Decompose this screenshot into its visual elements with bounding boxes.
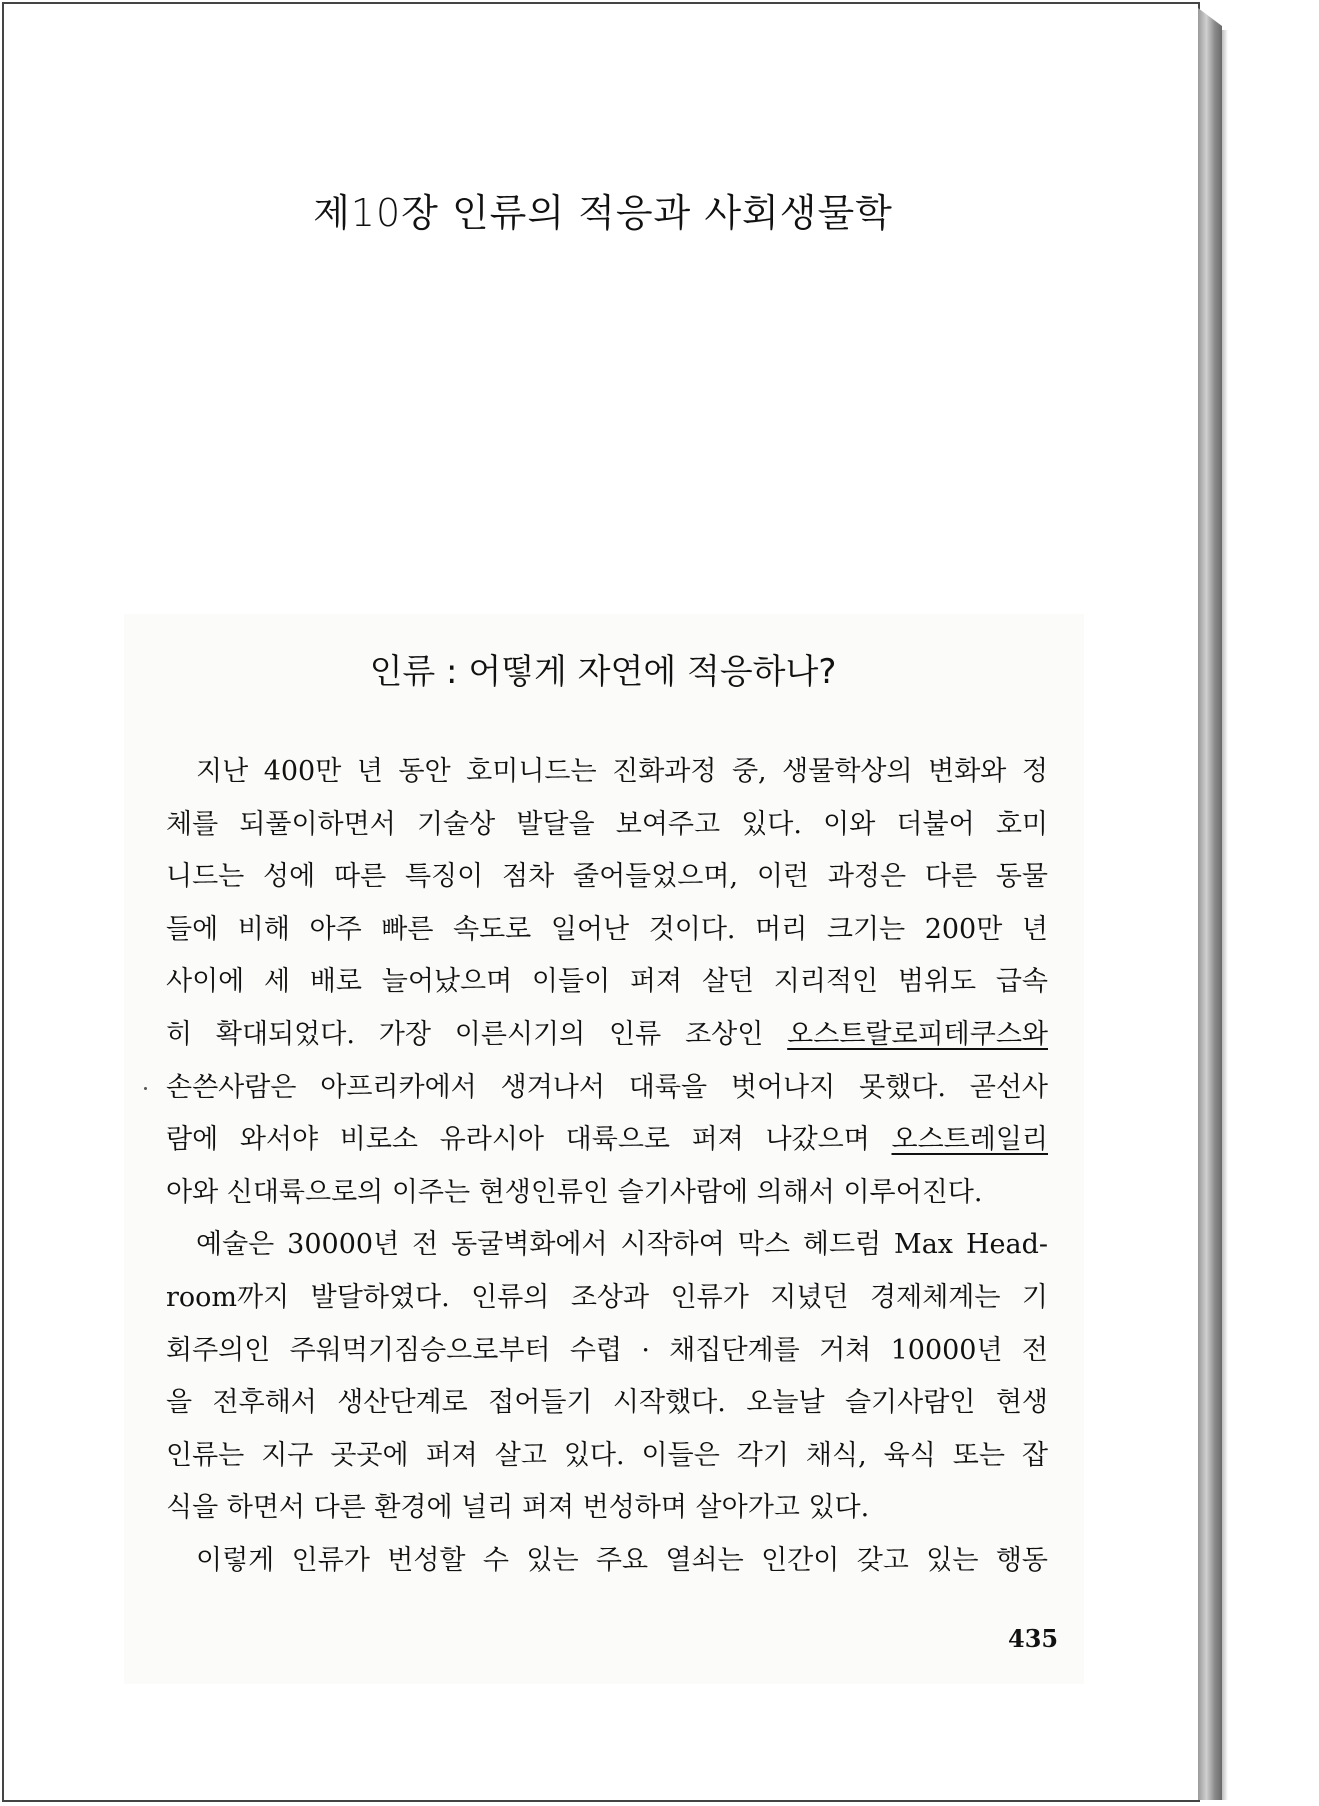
text-segment: 히 확대되었다. 가장 이른시기의 인류 조상인 [166, 1018, 788, 1050]
chapter-title: 제10장 인류의 적응과 사회생물학 [313, 191, 893, 235]
page-stack-edge [1198, 8, 1222, 1800]
page-number: 435 [1008, 1624, 1059, 1653]
text-segment: 람에 와서야 비로소 유라시아 대륙으로 퍼져 나갔으며 [166, 1124, 892, 1156]
text-line: 사이에 세 배로 늘어났으며 이들이 퍼져 살던 지리적인 범위도 급속 [166, 966, 1048, 998]
text-line: 체를 되풀이하면서 기술상 발달을 보여주고 있다. 이와 더불어 호미 [166, 808, 1048, 840]
section-title: 인류 : 어떻게 자연에 적응하나? [369, 652, 837, 692]
body-text [166, 746, 1048, 1588]
underlined-term: 오스트랄로피테쿠스와 [787, 1018, 1048, 1050]
underlined-term: 오스트레일리 [891, 1124, 1048, 1156]
text-line: 예술은 30000년 전 동굴벽화에서 시작하여 막스 헤드럼 Max Head- [196, 1229, 1048, 1261]
scan-speck [144, 1087, 147, 1090]
text-line: 아와 신대륙으로의 이주는 현생인류인 슬기사람에 의해서 이루어진다. [166, 1176, 983, 1208]
text-line: 식을 하면서 다른 환경에 널리 퍼져 번성하며 살아가고 있다. [166, 1492, 870, 1524]
text-line [166, 1009, 1048, 1062]
text-line: 을 전후해서 생산단계로 접어들기 시작했다. 오늘날 슬기사람인 현생 [166, 1387, 1048, 1419]
text-line [166, 1114, 1048, 1167]
text-line: 지난 400만 년 동안 호미니드는 진화과정 중, 생물학상의 변화와 정 [196, 756, 1048, 787]
text-line: 이렇게 인류가 번성할 수 있는 주요 열쇠는 인간이 갖고 있는 행동 [196, 1544, 1048, 1576]
text-line: room까지 발달하였다. 인류의 조상과 인류가 지녔던 경제체계는 기 [166, 1281, 1048, 1313]
text-line: 회주의인 주워먹기짐승으로부터 수렵 · 채집단계를 거쳐 10000년 전 [166, 1334, 1048, 1366]
text-line: 인류는 지구 곳곳에 퍼져 살고 있다. 이들은 각기 채식, 육식 또는 잡 [166, 1439, 1048, 1471]
text-line: 니드는 성에 따른 특징이 점차 줄어들었으며, 이런 과정은 다른 동물 [166, 861, 1048, 893]
text-line: 손쓴사람은 아프리카에서 생겨나서 대륙을 벗어나지 못했다. 곧선사 [166, 1071, 1048, 1103]
book-page [2, 2, 1200, 1802]
page-shadow [1222, 30, 1228, 1800]
text-line: 들에 비해 아주 빠른 속도로 일어난 것이다. 머리 크기는 200만 년 [166, 913, 1048, 945]
